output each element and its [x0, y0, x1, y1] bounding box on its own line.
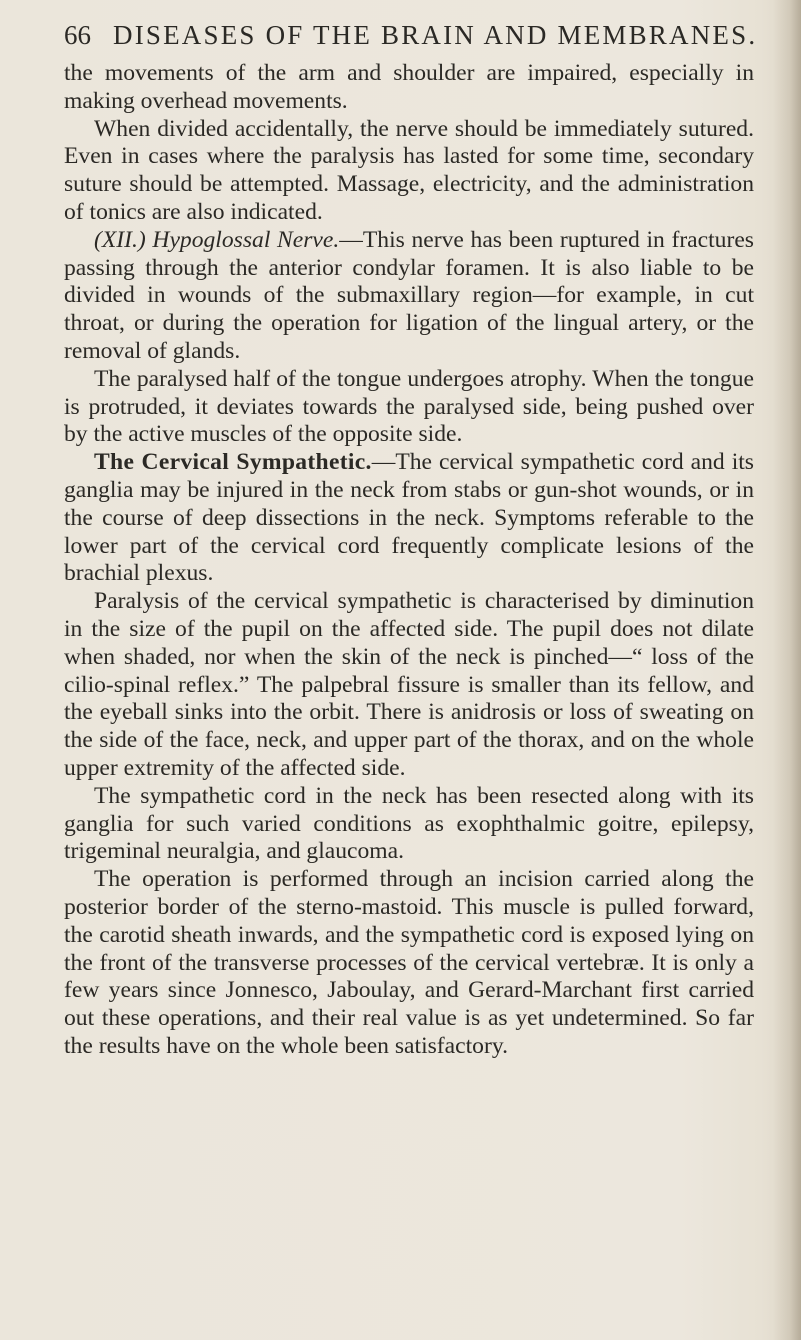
paragraph-hypoglossal: (XII.) Hypoglossal Nerve.—This nerve has been ruptured in fractures passing through the anterior condylar foramen. It is also liable to be divided in wounds of the submaxillary region—for example, in cut throat, or during the operation for ligation of the lingual artery, or the removal of glands. [64, 226, 754, 364]
running-title: DISEASES OF THE BRAIN AND MEMBRANES. [113, 20, 758, 50]
paragraph: Paralysis of the cervical sympathetic is characterised by diminution in the size of the pupil on the affected side. The pupil does not dilate when shaded, nor when the skin of the neck is pinched—“ loss of the cilio-spinal reflex.” The palpebral fissure is smaller than its fellow, and the eyeball sinks into the orbit. There is anidrosis or loss of sweating on the side of the face, neck, and upper part of the thorax, and on the whole upper extremity of the affected side. [64, 588, 754, 781]
body-text [64, 60, 754, 1061]
section-lead-hypoglossal: (XII.) Hypoglossal Nerve. [94, 226, 340, 253]
page-number: 66 [64, 20, 91, 50]
paragraph: The paralysed half of the tongue undergoes atrophy. When the tongue is protruded, it deviates towards the paralysed side, being pushed over by the active muscles of the opposite side. [64, 365, 754, 448]
running-header [64, 20, 758, 51]
section-lead-cervical-sympathetic: The Cervical Sympathetic. [94, 449, 372, 476]
paragraph-cervical-sympathetic: The Cervical Sympathetic.—The cervical sympathetic cord and its ganglia may be injured in the neck from stabs or gun-shot wounds, or in the course of deep dissections in the neck. Symptoms referable to the lower part of the cervical cord frequently complicate lesions of the brachial plexus. [64, 449, 754, 587]
paragraph: the movements of the arm and shoulder are impaired, especially in making overhead movements. [64, 60, 754, 114]
paragraph: The sympathetic cord in the neck has been resected along with its ganglia for such varied conditions as exophthalmic goitre, epilepsy, trigeminal neuralgia, and glaucoma. [64, 782, 754, 865]
paragraph: The operation is performed through an incision carried along the posterior border of the sterno-mastoid. This muscle is pulled forward, the carotid sheath inwards, and the sympathetic cord is exposed lying on the front of the transverse processes of the cervical vertebræ. It is only a few years since Jonnesco, Jaboulay, and Gerard-Marchant first carried out these operations, and their real value is as yet undetermined. So far the results have on the whole been satisfactory. [64, 866, 754, 1059]
page-edge-shadow [773, 0, 801, 1340]
paragraph: When divided accidentally, the nerve should be immediately sutured. Even in cases where the paralysis has lasted for some time, secondary suture should be attempted. Massage, electricity, and the administration of tonics are also indicated. [64, 115, 754, 225]
